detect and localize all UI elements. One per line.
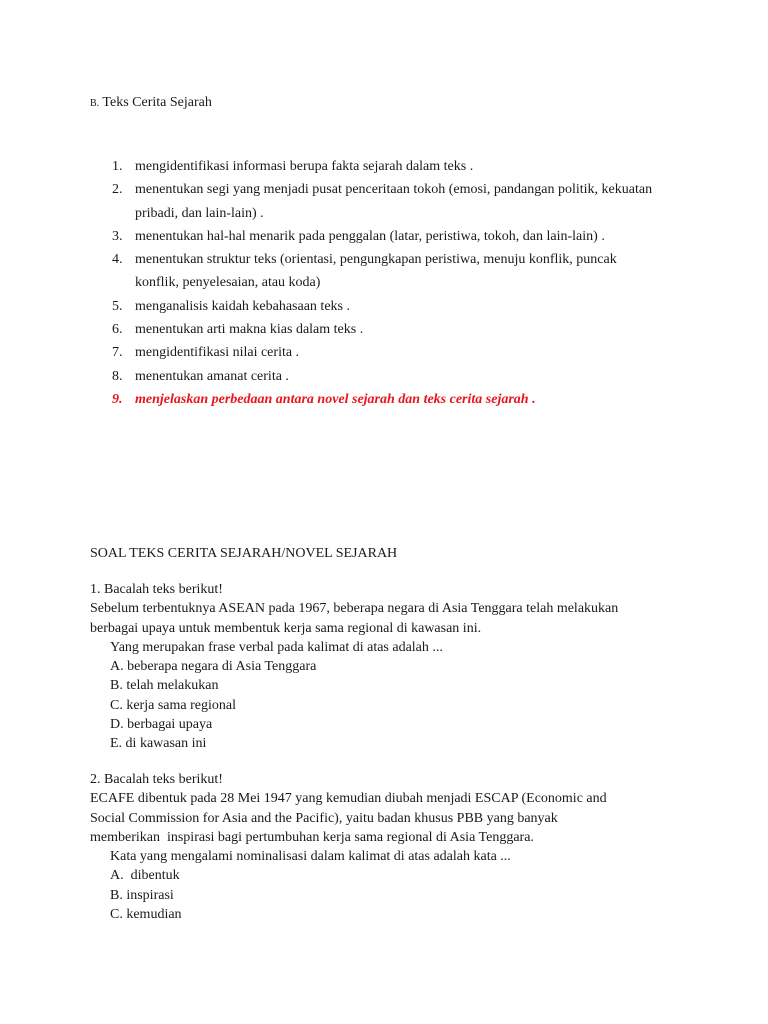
list-item <box>0 365 655 388</box>
list-item <box>0 248 655 295</box>
list-item-text: mengidentifikasi informasi berupa fakta sejarah dalam teks . <box>135 159 474 174</box>
list-item-number: 9. <box>112 391 123 407</box>
list-item-number: 4. <box>112 252 123 268</box>
list-item-number: 7. <box>112 345 123 361</box>
list-item-text: menganalisis kaidah kebahasaan teks . <box>135 298 350 314</box>
list-item-text: menentukan struktur teks (orientasi, pengungkapan peristiwa, menuju konflik, puncak konflik, penyelesaian, atau koda) <box>135 252 617 291</box>
answer-option: E. di kawasan ini <box>110 736 207 752</box>
section-title: Teks Cerita Sejarah <box>102 95 212 110</box>
list-item-text: menentukan arti makna kias dalam teks . <box>135 322 364 338</box>
quiz-title: SOAL TEKS CERITA SEJARAH/NOVEL SEJARAH <box>90 546 398 561</box>
list-item <box>0 178 655 225</box>
list-item-number: 6. <box>112 322 123 338</box>
list-item-text: menentukan segi yang menjadi pusat penceritaan tokoh (emosi, pandangan politik, kekuatan pribadi, dan lain-lain) . <box>135 182 653 221</box>
question-header: 1. Bacalah teks berikut! <box>90 582 223 597</box>
list-item-text: mengidentifikasi nilai cerita . <box>135 345 300 361</box>
list-item-number: 5. <box>112 298 123 314</box>
question-block <box>90 580 670 754</box>
list-item <box>0 295 655 318</box>
objectives-list <box>0 155 695 411</box>
answer-option: D. berbagai upaya <box>110 717 213 733</box>
list-item <box>0 318 655 341</box>
list-item-number: 1. <box>112 159 123 174</box>
question-block <box>90 770 670 924</box>
list-item-text: menjelaskan perbedaan antara novel sejarah dan teks cerita sejarah . <box>135 391 536 407</box>
passage-line: berbagai upaya untuk membentuk kerja sama regional di kawasan ini. <box>90 620 482 636</box>
question-prompt: Kata yang mengalami nominalisasi dalam kalimat di atas adalah kata ... <box>110 849 511 865</box>
answer-option: A. beberapa negara di Asia Tenggara <box>110 659 317 675</box>
list-item-number: 2. <box>112 182 123 198</box>
passage-line: ECAFE dibentuk pada 28 Mei 1947 yang kemudian diubah menjadi ESCAP (Economic and <box>90 791 607 807</box>
answer-option: C. kerja sama regional <box>110 697 236 713</box>
answer-option: B. telah melakukan <box>110 678 219 694</box>
passage-line: memberikan inspirasi bagi pertumbuhan kerja sama regional di Asia Tenggara. <box>90 829 534 845</box>
answer-option: A. dibentuk <box>110 868 180 884</box>
list-item <box>0 155 655 178</box>
answer-option: B. inspirasi <box>110 887 174 903</box>
list-item <box>0 225 610 248</box>
list-item-text: menentukan hal-hal menarik pada penggalan (latar, peristiwa, tokoh, dan lain-lain) . <box>135 228 605 244</box>
passage-line: Social Commission for Asia and the Pacific), yaitu badan khusus PBB yang banyak <box>90 810 558 826</box>
list-item-highlighted <box>0 388 695 411</box>
section-heading <box>90 93 212 113</box>
list-item <box>0 341 655 364</box>
list-item-number: 8. <box>112 368 123 384</box>
list-item-number: 3. <box>112 228 123 244</box>
question-header: 2. Bacalah teks berikut! <box>90 772 223 787</box>
passage-line: Sebelum terbentuknya ASEAN pada 1967, beberapa negara di Asia Tenggara telah melakukan <box>90 601 619 617</box>
list-item-text: menentukan amanat cerita . <box>135 368 289 384</box>
section-letter: B. <box>90 98 100 109</box>
question-prompt: Yang merupakan frase verbal pada kalimat di atas adalah ... <box>110 639 443 655</box>
answer-option: C. kemudian <box>110 907 182 923</box>
